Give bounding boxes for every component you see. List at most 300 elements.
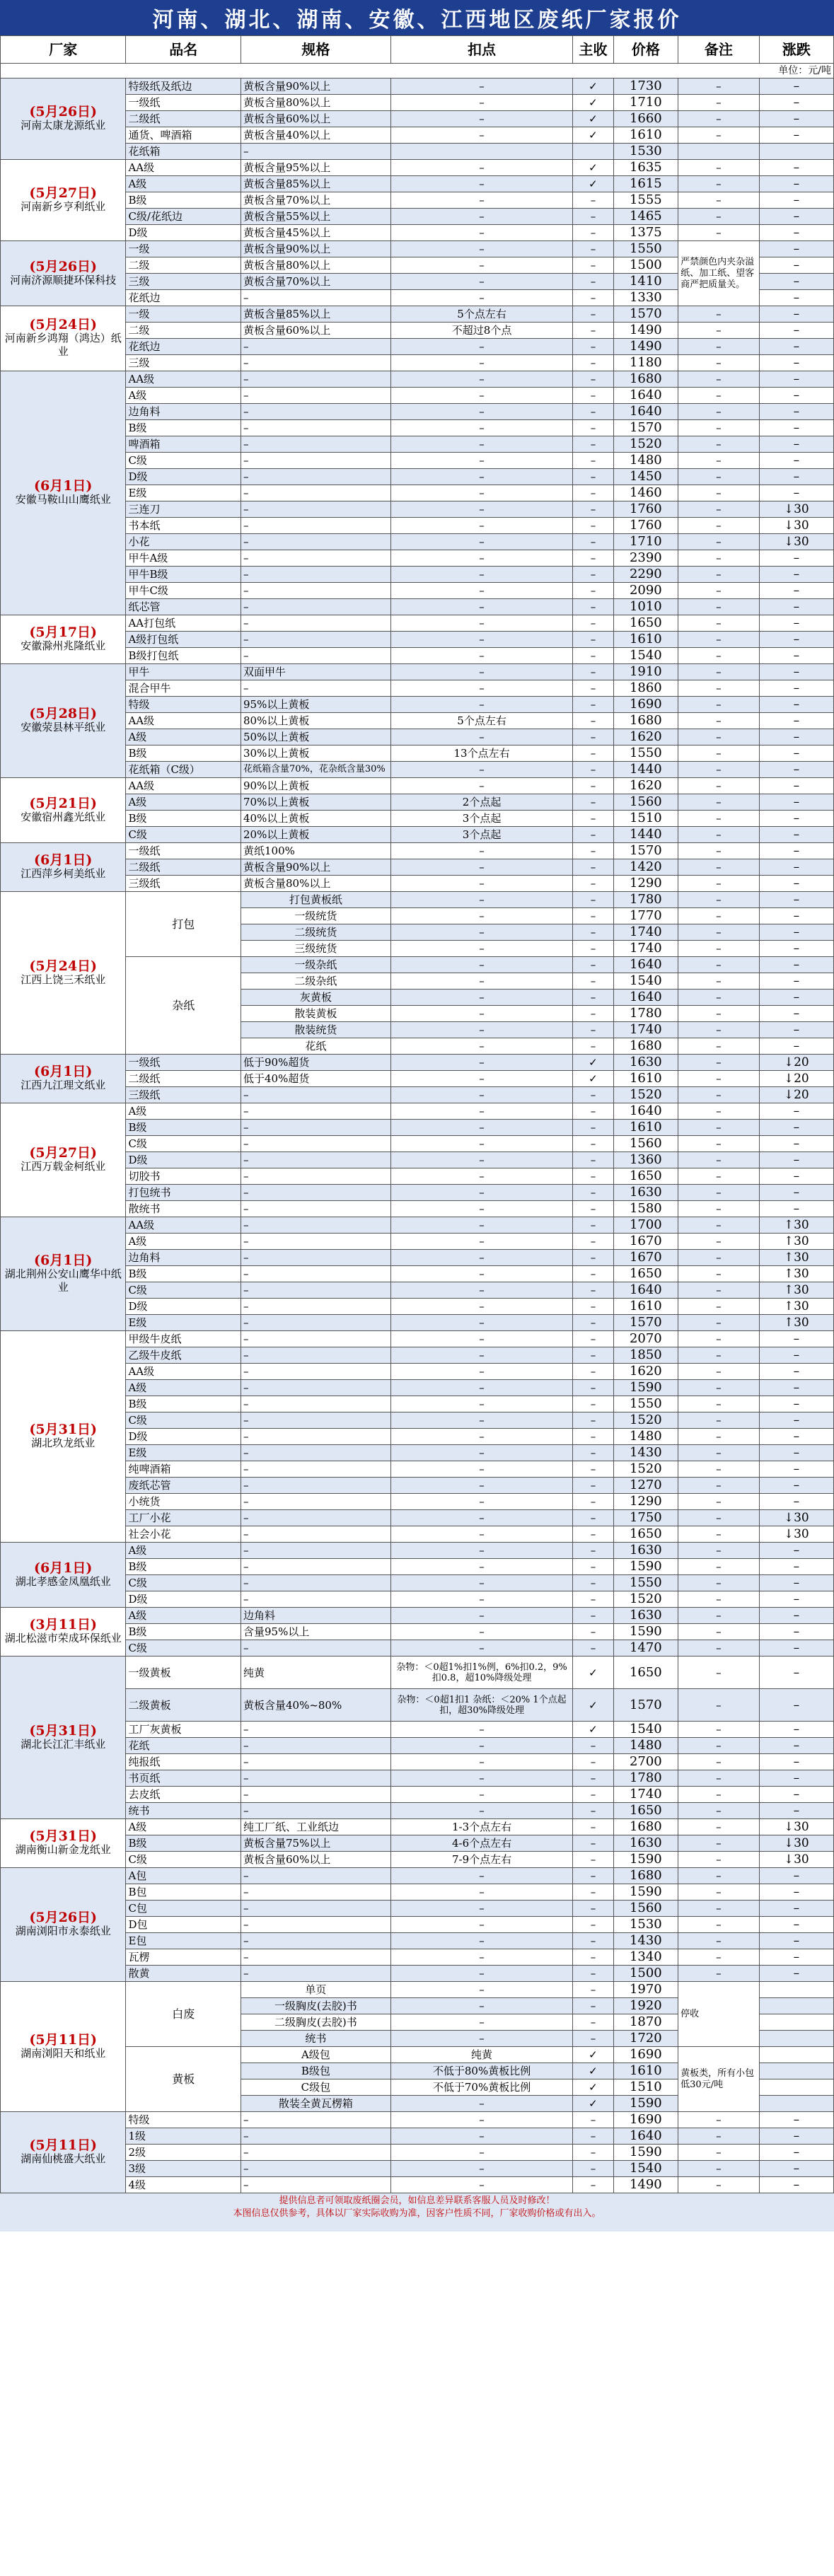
grade-cell: D级 — [126, 1152, 241, 1168]
grade-cell: 书页纸 — [126, 1770, 241, 1787]
spec-cell: – — [241, 420, 390, 436]
deduction-cell: – — [390, 1526, 573, 1543]
category-cell: 打包 — [126, 892, 241, 957]
col-header: 厂家 — [1, 36, 126, 64]
change-cell: – — [759, 1657, 833, 1689]
table-row — [1, 1803, 834, 1819]
price-cell: 1555 — [613, 192, 678, 209]
deduction-cell: 4-6个点左右 — [390, 1835, 573, 1852]
factory-cell — [1, 1217, 126, 1331]
price-cell: 1180 — [613, 355, 678, 371]
spec-cell: – — [241, 1461, 390, 1478]
remark-cell: – — [678, 1933, 759, 1949]
price-cell: 1560 — [613, 1901, 678, 1917]
change-cell: – — [759, 469, 833, 485]
remark-cell: – — [678, 550, 759, 567]
price-cell: 1375 — [613, 225, 678, 241]
price-cell: 1560 — [613, 794, 678, 811]
change-cell: – — [759, 908, 833, 924]
remark-cell: – — [678, 176, 759, 192]
deduction-cell: – — [390, 388, 573, 404]
table-row — [1, 2145, 834, 2161]
spec-cell: 80%以上黄板 — [241, 713, 390, 729]
grade-cell: 三级 — [126, 274, 241, 290]
price-cell: 1760 — [613, 501, 678, 518]
spec-cell: 边角料 — [241, 1608, 390, 1624]
grade-cell: 特级 — [126, 697, 241, 713]
main-receive-cell: – — [573, 1787, 613, 1803]
main-receive-cell: – — [573, 355, 613, 371]
price-cell: 1465 — [613, 209, 678, 225]
table-row — [1, 225, 834, 241]
remark-cell: – — [678, 2161, 759, 2177]
remark-cell: – — [678, 160, 759, 176]
price-cell: 1970 — [613, 1982, 678, 1998]
table-row — [1, 2128, 834, 2145]
change-cell: – — [759, 2145, 833, 2161]
remark-cell: – — [678, 420, 759, 436]
grade-cell: C级 — [126, 827, 241, 843]
change-cell: – — [759, 2112, 833, 2128]
price-cell: 1780 — [613, 1006, 678, 1022]
factory-name: 安徽滁州兆隆纸业 — [21, 639, 106, 652]
change-cell: – — [759, 355, 833, 371]
factory-name: 江西上饶三禾纸业 — [21, 973, 106, 986]
price-cell: 2700 — [613, 1754, 678, 1770]
grade-cell: 甲牛C级 — [126, 583, 241, 599]
remark-cell: – — [678, 1347, 759, 1364]
table-row — [1, 1266, 834, 1282]
col-header: 主收 — [573, 36, 613, 64]
deduction-cell: – — [390, 1787, 573, 1803]
spec-cell: – — [241, 2177, 390, 2193]
grade-cell: 边角料 — [126, 1250, 241, 1266]
spec-cell: – — [241, 1543, 390, 1559]
main-receive-cell: – — [573, 339, 613, 355]
change-cell: ↓30 — [759, 1526, 833, 1543]
change-cell: – — [759, 632, 833, 648]
spec-cell: – — [241, 1559, 390, 1575]
change-cell: – — [759, 762, 833, 778]
remark-cell: – — [678, 827, 759, 843]
main-receive-cell: – — [573, 1575, 613, 1591]
change-cell: – — [759, 306, 833, 323]
factory-date: (5月24日) — [29, 317, 98, 332]
table-row — [1, 811, 834, 827]
deduction-cell: – — [390, 1933, 573, 1949]
table-row — [1, 1917, 834, 1933]
remark-cell: – — [678, 1396, 759, 1412]
deduction-cell: – — [390, 2112, 573, 2128]
remark-cell: – — [678, 583, 759, 599]
main-receive-cell: – — [573, 892, 613, 908]
table-row — [1, 680, 834, 697]
main-receive-cell: ✓ — [573, 2063, 613, 2079]
change-cell: – — [759, 2177, 833, 2193]
table-row — [1, 1608, 834, 1624]
table-row — [1, 550, 834, 567]
deduction-cell: – — [390, 908, 573, 924]
change-cell: – — [759, 1136, 833, 1152]
change-cell: – — [759, 1803, 833, 1819]
grade-cell: 花纸 — [126, 1738, 241, 1754]
factory-name: 湖南仙桃盛大纸业 — [21, 2152, 106, 2165]
main-receive-cell: – — [573, 2145, 613, 2161]
price-cell: 1540 — [613, 973, 678, 990]
grade-cell: 一级黄板 — [126, 1657, 241, 1689]
main-receive-cell: – — [573, 306, 613, 323]
spec-cell: 90%以上黄板 — [241, 778, 390, 794]
grade-cell: AA级 — [126, 1217, 241, 1234]
deduction-cell: – — [390, 648, 573, 664]
change-cell: – — [759, 843, 833, 859]
main-receive-cell: – — [573, 2128, 613, 2145]
price-cell: 1520 — [613, 1591, 678, 1608]
spec-cell: 黄板含量60%以上 — [241, 323, 390, 339]
remark-cell: – — [678, 1722, 759, 1738]
table-row — [1, 1185, 834, 1201]
price-cell: 1550 — [613, 1396, 678, 1412]
change-cell: – — [759, 1559, 833, 1575]
price-cell: 1740 — [613, 941, 678, 957]
change-cell: – — [759, 680, 833, 697]
col-header: 备注 — [678, 36, 759, 64]
spec-cell: – — [241, 1510, 390, 1526]
factory-date: (5月11日) — [29, 2137, 98, 2153]
deduction-cell: – — [390, 615, 573, 632]
remark-cell: – — [678, 1331, 759, 1347]
change-cell: – — [759, 404, 833, 420]
main-receive-cell: – — [573, 1835, 613, 1852]
spec-cell: – — [241, 1787, 390, 1803]
main-receive-cell: – — [573, 811, 613, 827]
change-cell: – — [759, 1770, 833, 1787]
spec-cell: 黄板含量60%以上 — [241, 1852, 390, 1868]
main-receive-cell: – — [573, 583, 613, 599]
main-receive-cell: – — [573, 1006, 613, 1022]
table-row — [1, 2161, 834, 2177]
table-row — [1, 2112, 834, 2128]
main-receive-cell: – — [573, 371, 613, 388]
table-row — [1, 1657, 834, 1689]
grade-cell: 三级纸 — [126, 1087, 241, 1103]
factory-date: (5月31日) — [29, 1828, 98, 1844]
change-cell: – — [759, 973, 833, 990]
remark-cell: – — [678, 1575, 759, 1591]
main-receive-cell: – — [573, 859, 613, 876]
price-cell: 1430 — [613, 1933, 678, 1949]
price-cell: 1680 — [613, 713, 678, 729]
grade-cell: 单页 — [241, 1982, 390, 1998]
deduction-cell: – — [390, 1364, 573, 1380]
deduction-cell: – — [390, 1591, 573, 1608]
spec-cell: 20%以上黄板 — [241, 827, 390, 843]
table-row — [1, 1722, 834, 1738]
col-header: 规格 — [241, 36, 390, 64]
grade-cell: 二级 — [126, 323, 241, 339]
table-row — [1, 1575, 834, 1591]
grade-cell: A级 — [126, 729, 241, 745]
spec-cell: – — [241, 2161, 390, 2177]
grade-cell: 一级胸皮(去胶)书 — [241, 1998, 390, 2014]
main-receive-cell: – — [573, 257, 613, 274]
table-row — [1, 1347, 834, 1364]
grade-cell: 4级 — [126, 2177, 241, 2193]
spec-cell: 黄板含量85%以上 — [241, 176, 390, 192]
spec-cell: – — [241, 1478, 390, 1494]
spec-cell: – — [241, 1315, 390, 1331]
unit-label: 单位：元/吨 — [1, 64, 834, 79]
main-receive-cell: – — [573, 1738, 613, 1754]
table-row — [1, 501, 834, 518]
spec-cell: 黄板含量85%以上 — [241, 306, 390, 323]
price-cell: 1540 — [613, 1722, 678, 1738]
grade-cell: 啤酒箱 — [126, 436, 241, 453]
change-cell: – — [759, 241, 833, 257]
change-cell: – — [759, 1722, 833, 1738]
table-row — [1, 1055, 834, 1071]
deduction-cell: – — [390, 257, 573, 274]
remark-cell: – — [678, 404, 759, 420]
remark-cell: 黄板类，所有小包低30元/吨 — [678, 2047, 759, 2112]
deduction-cell: – — [390, 371, 573, 388]
deduction-cell: – — [390, 1412, 573, 1429]
grade-cell: C包 — [126, 1901, 241, 1917]
spec-cell: – — [241, 1380, 390, 1396]
table-row — [1, 827, 834, 843]
deduction-cell: – — [390, 859, 573, 876]
price-cell: 1610 — [613, 1120, 678, 1136]
main-receive-cell: – — [573, 632, 613, 648]
deduction-cell: – — [390, 95, 573, 111]
deduction-cell: – — [390, 274, 573, 290]
price-cell: 1630 — [613, 1608, 678, 1624]
grade-cell: A级 — [126, 1103, 241, 1120]
main-receive-cell — [573, 144, 613, 160]
spec-cell: – — [241, 1884, 390, 1901]
price-cell: 1640 — [613, 2128, 678, 2145]
deduction-cell: – — [390, 1250, 573, 1266]
main-receive-cell: – — [573, 941, 613, 957]
price-cell: 2070 — [613, 1331, 678, 1347]
remark-cell: – — [678, 1754, 759, 1770]
main-receive-cell: – — [573, 209, 613, 225]
change-cell: – — [759, 1380, 833, 1396]
price-cell: 1710 — [613, 534, 678, 550]
table-row — [1, 1901, 834, 1917]
price-cell: 1640 — [613, 957, 678, 973]
change-cell: – — [759, 339, 833, 355]
main-receive-cell: – — [573, 990, 613, 1006]
grade-cell: 打包黄板纸 — [241, 892, 390, 908]
factory-date: (6月1日) — [34, 478, 93, 494]
change-cell: – — [759, 924, 833, 941]
price-cell: 1490 — [613, 323, 678, 339]
table-row — [1, 762, 834, 778]
table-row — [1, 95, 834, 111]
spec-cell: – — [241, 1526, 390, 1543]
price-cell: 1360 — [613, 1152, 678, 1168]
spec-cell: – — [241, 1299, 390, 1315]
main-receive-cell: – — [573, 1120, 613, 1136]
table-row — [1, 1884, 834, 1901]
spec-cell: 30%以上黄板 — [241, 745, 390, 762]
table-row — [1, 1787, 834, 1803]
factory-name: 江西万载金柯纸业 — [21, 1160, 106, 1173]
factory-cell — [1, 2112, 126, 2193]
table-row — [1, 485, 834, 501]
deduction-cell: – — [390, 436, 573, 453]
table-row — [1, 1071, 834, 1087]
deduction-cell: – — [390, 1770, 573, 1787]
deduction-cell: – — [390, 485, 573, 501]
main-receive-cell: – — [573, 1478, 613, 1494]
price-cell: 1780 — [613, 892, 678, 908]
main-receive-cell: – — [573, 2177, 613, 2193]
deduction-cell: – — [390, 453, 573, 469]
grade-cell: 花纸 — [241, 1038, 390, 1055]
grade-cell: 特级 — [126, 2112, 241, 2128]
price-cell: 1740 — [613, 1022, 678, 1038]
spec-cell: – — [241, 1396, 390, 1412]
table-row — [1, 1510, 834, 1526]
remark-cell: – — [678, 762, 759, 778]
remark-cell: – — [678, 615, 759, 632]
change-cell — [759, 1982, 833, 1998]
change-cell: – — [759, 1152, 833, 1168]
remark-cell: – — [678, 1640, 759, 1657]
remark-cell: – — [678, 1071, 759, 1087]
change-cell: – — [759, 827, 833, 843]
main-receive-cell: – — [573, 1966, 613, 1982]
deduction-cell: – — [390, 1559, 573, 1575]
main-receive-cell: – — [573, 550, 613, 567]
spec-cell: – — [241, 648, 390, 664]
change-cell: – — [759, 1022, 833, 1038]
spec-cell: – — [241, 1152, 390, 1168]
remark-cell: – — [678, 1429, 759, 1445]
change-cell: – — [759, 323, 833, 339]
grade-cell: 散装黄板 — [241, 1006, 390, 1022]
remark-cell: – — [678, 941, 759, 957]
price-cell: 1530 — [613, 1917, 678, 1933]
remark-cell: – — [678, 1803, 759, 1819]
remark-cell: – — [678, 957, 759, 973]
remark-cell: – — [678, 1412, 759, 1429]
table-row — [1, 1380, 834, 1396]
main-receive-cell: – — [573, 615, 613, 632]
deduction-cell: – — [390, 1608, 573, 1624]
deduction-cell: – — [390, 111, 573, 127]
spec-cell: – — [241, 680, 390, 697]
spec-cell: – — [241, 1087, 390, 1103]
deduction-cell: – — [390, 355, 573, 371]
remark-cell: – — [678, 599, 759, 615]
remark-cell: – — [678, 713, 759, 729]
grade-cell: AA级 — [126, 160, 241, 176]
spec-cell: 40%以上黄板 — [241, 811, 390, 827]
deduction-cell: – — [390, 1266, 573, 1282]
main-receive-cell: ✓ — [573, 1071, 613, 1087]
deduction-cell: – — [390, 941, 573, 957]
grade-cell: B级 — [126, 1396, 241, 1412]
price-cell: 1480 — [613, 1429, 678, 1445]
main-receive-cell: – — [573, 404, 613, 420]
factory-cell — [1, 1543, 126, 1608]
price-cell: 1640 — [613, 1282, 678, 1299]
change-cell: – — [759, 990, 833, 1006]
grade-cell: 二级纸 — [126, 859, 241, 876]
factory-date: (5月28日) — [29, 706, 98, 721]
main-receive-cell: – — [573, 599, 613, 615]
remark-cell: – — [678, 664, 759, 680]
deduction-cell: – — [390, 1722, 573, 1738]
deduction-cell: – — [390, 209, 573, 225]
table-row — [1, 843, 834, 859]
remark-cell: – — [678, 1835, 759, 1852]
grade-cell: 一级统货 — [241, 908, 390, 924]
change-cell — [759, 144, 833, 160]
table-row — [1, 1640, 834, 1657]
factory-cell — [1, 1331, 126, 1543]
spec-cell: – — [241, 1136, 390, 1152]
change-cell: – — [759, 1494, 833, 1510]
main-receive-cell: – — [573, 1266, 613, 1282]
price-cell: 1620 — [613, 778, 678, 794]
table-row — [1, 388, 834, 404]
spec-cell: – — [241, 1770, 390, 1787]
price-cell: 1620 — [613, 1364, 678, 1380]
price-cell: 1770 — [613, 908, 678, 924]
remark-cell: – — [678, 79, 759, 95]
remark-cell: – — [678, 1787, 759, 1803]
grade-cell: A级 — [126, 1819, 241, 1835]
change-cell: – — [759, 1949, 833, 1966]
remark-cell: – — [678, 811, 759, 827]
deduction-cell: – — [390, 778, 573, 794]
main-receive-cell: – — [573, 1819, 613, 1835]
change-cell: ↓30 — [759, 1835, 833, 1852]
remark-cell: – — [678, 1510, 759, 1526]
price-cell: 1520 — [613, 1087, 678, 1103]
deduction-cell: 3个点起 — [390, 811, 573, 827]
remark-cell: – — [678, 1494, 759, 1510]
price-table — [0, 35, 834, 2193]
spec-cell: – — [241, 1917, 390, 1933]
table-row — [1, 729, 834, 745]
table-row — [1, 111, 834, 127]
price-cell: 1290 — [613, 1494, 678, 1510]
factory-date: (3月11日) — [29, 1617, 98, 1632]
table-row — [1, 534, 834, 550]
table-row — [1, 1445, 834, 1461]
grade-cell: 纸芯管 — [126, 599, 241, 615]
change-cell: ↓30 — [759, 1819, 833, 1835]
remark-cell: – — [678, 1966, 759, 1982]
deduction-cell: – — [390, 729, 573, 745]
deduction-cell: – — [390, 192, 573, 209]
deduction-cell: 5个点左右 — [390, 713, 573, 729]
spec-cell: – — [241, 1331, 390, 1347]
change-cell: – — [759, 1331, 833, 1347]
spec-cell: 黄板含量80%以上 — [241, 876, 390, 892]
spec-cell: 黄板含量40%~80% — [241, 1689, 390, 1722]
table-row — [1, 1868, 834, 1884]
remark-cell: – — [678, 680, 759, 697]
grade-cell: 社会小花 — [126, 1526, 241, 1543]
table-row — [1, 1494, 834, 1510]
grade-cell: C级包 — [241, 2079, 390, 2096]
